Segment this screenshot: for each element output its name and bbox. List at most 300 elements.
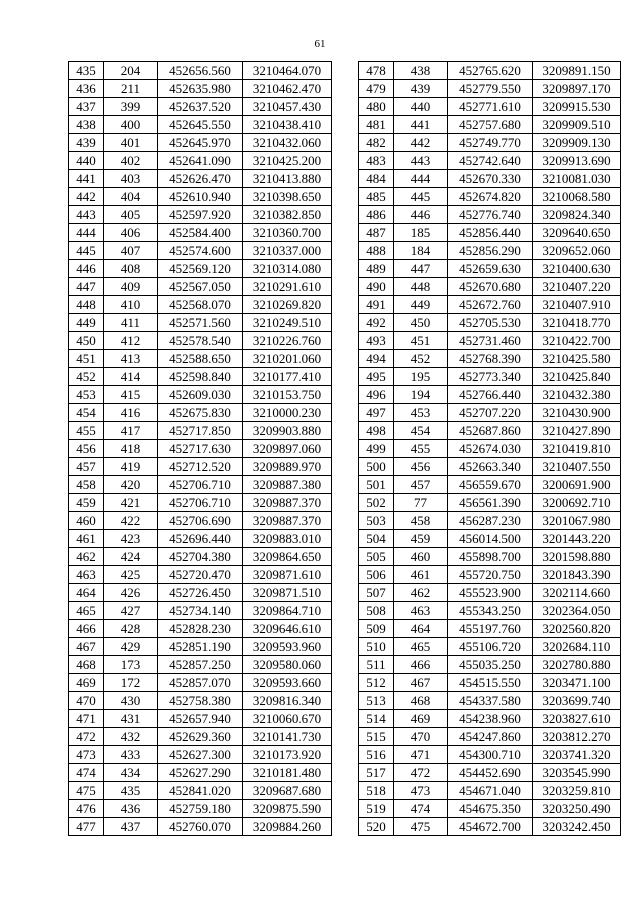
row-number-cell: 447 <box>69 278 104 296</box>
table-row <box>69 62 332 80</box>
y-coordinate-cell: 3209887.370 <box>243 512 332 530</box>
row-number-cell: 482 <box>359 134 394 152</box>
point-id-cell: 430 <box>104 692 158 710</box>
x-coordinate-cell: 452670.680 <box>448 278 533 296</box>
point-id-cell: 402 <box>104 152 158 170</box>
y-coordinate-cell: 3210201.060 <box>243 350 332 368</box>
table-row <box>359 386 621 404</box>
point-id-cell: 472 <box>394 764 448 782</box>
y-coordinate-cell: 3203242.450 <box>533 818 621 836</box>
x-coordinate-cell: 452749.770 <box>448 134 533 152</box>
row-number-cell: 498 <box>359 422 394 440</box>
y-coordinate-cell: 3210438.410 <box>243 116 332 134</box>
point-id-cell: 459 <box>394 530 448 548</box>
table-row <box>359 296 621 314</box>
point-id-cell: 454 <box>394 422 448 440</box>
row-number-cell: 500 <box>359 458 394 476</box>
y-coordinate-cell: 3210360.700 <box>243 224 332 242</box>
x-coordinate-cell: 452717.850 <box>158 422 243 440</box>
row-number-cell: 441 <box>69 170 104 188</box>
row-number-cell: 444 <box>69 224 104 242</box>
table-body <box>69 62 332 836</box>
row-number-cell: 468 <box>69 656 104 674</box>
row-number-cell: 474 <box>69 764 104 782</box>
x-coordinate-cell: 452674.820 <box>448 188 533 206</box>
table-row <box>359 260 621 278</box>
point-id-cell: 442 <box>394 134 448 152</box>
table-row <box>69 602 332 620</box>
table-row <box>69 728 332 746</box>
x-coordinate-cell: 452776.740 <box>448 206 533 224</box>
x-coordinate-cell: 452588.650 <box>158 350 243 368</box>
y-coordinate-cell: 3202560.820 <box>533 620 621 638</box>
point-id-cell: 423 <box>104 530 158 548</box>
point-id-cell: 415 <box>104 386 158 404</box>
point-id-cell: 470 <box>394 728 448 746</box>
table-row <box>359 440 621 458</box>
y-coordinate-cell: 3209864.710 <box>243 602 332 620</box>
y-coordinate-cell: 3210407.220 <box>533 278 621 296</box>
row-number-cell: 443 <box>69 206 104 224</box>
point-id-cell: 172 <box>104 674 158 692</box>
row-number-cell: 502 <box>359 494 394 512</box>
table-row <box>69 242 332 260</box>
x-coordinate-cell: 452675.830 <box>158 404 243 422</box>
table-row <box>69 818 332 836</box>
table-row <box>69 800 332 818</box>
y-coordinate-cell: 3209889.970 <box>243 458 332 476</box>
x-coordinate-cell: 452841.020 <box>158 782 243 800</box>
x-coordinate-cell: 452757.680 <box>448 116 533 134</box>
row-number-cell: 454 <box>69 404 104 422</box>
table-row <box>359 458 621 476</box>
x-coordinate-cell: 452609.030 <box>158 386 243 404</box>
table-row <box>359 332 621 350</box>
point-id-cell: 452 <box>394 350 448 368</box>
y-coordinate-cell: 3210081.030 <box>533 170 621 188</box>
point-id-cell: 427 <box>104 602 158 620</box>
x-coordinate-cell: 452766.440 <box>448 386 533 404</box>
x-coordinate-cell: 452759.180 <box>158 800 243 818</box>
y-coordinate-cell: 3203545.990 <box>533 764 621 782</box>
y-coordinate-cell: 3209871.610 <box>243 566 332 584</box>
table-row <box>359 278 621 296</box>
row-number-cell: 483 <box>359 152 394 170</box>
y-coordinate-cell: 3210177.410 <box>243 368 332 386</box>
point-id-cell: 448 <box>394 278 448 296</box>
table-row <box>359 422 621 440</box>
table-row <box>69 584 332 602</box>
y-coordinate-cell: 3209593.960 <box>243 638 332 656</box>
x-coordinate-cell: 452857.070 <box>158 674 243 692</box>
y-coordinate-cell: 3210068.580 <box>533 188 621 206</box>
table-row <box>69 782 332 800</box>
row-number-cell: 473 <box>69 746 104 764</box>
y-coordinate-cell: 3209913.690 <box>533 152 621 170</box>
y-coordinate-cell: 3203827.610 <box>533 710 621 728</box>
table-row <box>359 368 621 386</box>
row-number-cell: 501 <box>359 476 394 494</box>
point-id-cell: 204 <box>104 62 158 80</box>
table-row <box>69 638 332 656</box>
y-coordinate-cell: 3209646.610 <box>243 620 332 638</box>
row-number-cell: 518 <box>359 782 394 800</box>
table-row <box>359 116 621 134</box>
y-coordinate-cell: 3203259.810 <box>533 782 621 800</box>
x-coordinate-cell: 452857.250 <box>158 656 243 674</box>
table-row <box>69 188 332 206</box>
point-id-cell: 475 <box>394 818 448 836</box>
x-coordinate-cell: 452773.340 <box>448 368 533 386</box>
row-number-cell: 436 <box>69 80 104 98</box>
x-coordinate-cell: 452717.630 <box>158 440 243 458</box>
y-coordinate-cell: 3209687.680 <box>243 782 332 800</box>
row-number-cell: 487 <box>359 224 394 242</box>
x-coordinate-cell: 452706.710 <box>158 494 243 512</box>
y-coordinate-cell: 3209887.380 <box>243 476 332 494</box>
x-coordinate-cell: 452597.920 <box>158 206 243 224</box>
row-number-cell: 497 <box>359 404 394 422</box>
point-id-cell: 434 <box>104 764 158 782</box>
row-number-cell: 466 <box>69 620 104 638</box>
table-row <box>69 476 332 494</box>
y-coordinate-cell: 3210430.900 <box>533 404 621 422</box>
y-coordinate-cell: 3209884.260 <box>243 818 332 836</box>
table-row <box>69 620 332 638</box>
point-id-cell: 173 <box>104 656 158 674</box>
y-coordinate-cell: 3210425.580 <box>533 350 621 368</box>
x-coordinate-cell: 452659.630 <box>448 260 533 278</box>
row-number-cell: 476 <box>69 800 104 818</box>
row-number-cell: 486 <box>359 206 394 224</box>
x-coordinate-cell: 452610.940 <box>158 188 243 206</box>
y-coordinate-cell: 3201067.980 <box>533 512 621 530</box>
point-id-cell: 433 <box>104 746 158 764</box>
point-id-cell: 405 <box>104 206 158 224</box>
x-coordinate-cell: 452598.840 <box>158 368 243 386</box>
point-id-cell: 464 <box>394 620 448 638</box>
point-id-cell: 453 <box>394 404 448 422</box>
x-coordinate-cell: 452663.340 <box>448 458 533 476</box>
y-coordinate-cell: 3202780.880 <box>533 656 621 674</box>
row-number-cell: 450 <box>69 332 104 350</box>
point-id-cell: 404 <box>104 188 158 206</box>
y-coordinate-cell: 3210427.890 <box>533 422 621 440</box>
y-coordinate-cell: 3210418.770 <box>533 314 621 332</box>
x-coordinate-cell: 456561.390 <box>448 494 533 512</box>
table-row <box>359 512 621 530</box>
table-row <box>69 116 332 134</box>
point-id-cell: 449 <box>394 296 448 314</box>
row-number-cell: 453 <box>69 386 104 404</box>
table-row <box>359 764 621 782</box>
point-id-cell: 431 <box>104 710 158 728</box>
y-coordinate-cell: 3210398.650 <box>243 188 332 206</box>
row-number-cell: 449 <box>69 314 104 332</box>
y-coordinate-cell: 3201598.880 <box>533 548 621 566</box>
row-number-cell: 440 <box>69 152 104 170</box>
x-coordinate-cell: 454452.690 <box>448 764 533 782</box>
row-number-cell: 515 <box>359 728 394 746</box>
table-row <box>69 422 332 440</box>
table-row <box>69 548 332 566</box>
y-coordinate-cell: 3209580.060 <box>243 656 332 674</box>
table-row <box>359 476 621 494</box>
row-number-cell: 459 <box>69 494 104 512</box>
x-coordinate-cell: 452726.450 <box>158 584 243 602</box>
x-coordinate-cell: 456559.670 <box>448 476 533 494</box>
x-coordinate-cell: 452645.550 <box>158 116 243 134</box>
y-coordinate-cell: 3210425.200 <box>243 152 332 170</box>
table-row <box>69 296 332 314</box>
y-coordinate-cell: 3209875.590 <box>243 800 332 818</box>
row-number-cell: 472 <box>69 728 104 746</box>
y-coordinate-cell: 3210249.510 <box>243 314 332 332</box>
point-id-cell: 184 <box>394 242 448 260</box>
x-coordinate-cell: 452584.400 <box>158 224 243 242</box>
table-row <box>69 764 332 782</box>
table-row <box>69 494 332 512</box>
x-coordinate-cell: 452626.470 <box>158 170 243 188</box>
row-number-cell: 461 <box>69 530 104 548</box>
row-number-cell: 485 <box>359 188 394 206</box>
table-row <box>69 152 332 170</box>
table-row <box>69 260 332 278</box>
point-id-cell: 450 <box>394 314 448 332</box>
table-row <box>359 674 621 692</box>
row-number-cell: 519 <box>359 800 394 818</box>
point-id-cell: 465 <box>394 638 448 656</box>
table-row <box>359 656 621 674</box>
x-coordinate-cell: 456287.230 <box>448 512 533 530</box>
point-id-cell: 400 <box>104 116 158 134</box>
point-id-cell: 211 <box>104 80 158 98</box>
x-coordinate-cell: 452768.390 <box>448 350 533 368</box>
row-number-cell: 494 <box>359 350 394 368</box>
x-coordinate-cell: 455720.750 <box>448 566 533 584</box>
table-row <box>69 530 332 548</box>
row-number-cell: 504 <box>359 530 394 548</box>
row-number-cell: 492 <box>359 314 394 332</box>
y-coordinate-cell: 3210141.730 <box>243 728 332 746</box>
row-number-cell: 460 <box>69 512 104 530</box>
x-coordinate-cell: 452574.600 <box>158 242 243 260</box>
y-coordinate-cell: 3210314.080 <box>243 260 332 278</box>
point-id-cell: 428 <box>104 620 158 638</box>
point-id-cell: 414 <box>104 368 158 386</box>
row-number-cell: 456 <box>69 440 104 458</box>
row-number-cell: 511 <box>359 656 394 674</box>
table-row <box>69 314 332 332</box>
row-number-cell: 464 <box>69 584 104 602</box>
point-id-cell: 401 <box>104 134 158 152</box>
point-id-cell: 456 <box>394 458 448 476</box>
point-id-cell: 438 <box>394 62 448 80</box>
table-row <box>359 728 621 746</box>
row-number-cell: 491 <box>359 296 394 314</box>
row-number-cell: 467 <box>69 638 104 656</box>
x-coordinate-cell: 454238.960 <box>448 710 533 728</box>
x-coordinate-cell: 452568.070 <box>158 296 243 314</box>
x-coordinate-cell: 456014.500 <box>448 530 533 548</box>
point-id-cell: 445 <box>394 188 448 206</box>
table-row <box>69 368 332 386</box>
y-coordinate-cell: 3210000.230 <box>243 404 332 422</box>
x-coordinate-cell: 452856.440 <box>448 224 533 242</box>
x-coordinate-cell: 452856.290 <box>448 242 533 260</box>
point-id-cell: 469 <box>394 710 448 728</box>
point-id-cell: 440 <box>394 98 448 116</box>
page-number: 61 <box>314 38 326 50</box>
row-number-cell: 451 <box>69 350 104 368</box>
x-coordinate-cell: 452672.760 <box>448 296 533 314</box>
x-coordinate-cell: 452571.560 <box>158 314 243 332</box>
y-coordinate-cell: 3209864.650 <box>243 548 332 566</box>
table-row <box>359 134 621 152</box>
row-number-cell: 484 <box>359 170 394 188</box>
y-coordinate-cell: 3209903.880 <box>243 422 332 440</box>
table-row <box>69 206 332 224</box>
table-row <box>69 692 332 710</box>
point-id-cell: 418 <box>104 440 158 458</box>
row-number-cell: 505 <box>359 548 394 566</box>
table-row <box>359 98 621 116</box>
x-coordinate-cell: 454671.040 <box>448 782 533 800</box>
row-number-cell: 435 <box>69 62 104 80</box>
x-coordinate-cell: 454672.700 <box>448 818 533 836</box>
x-coordinate-cell: 452828.230 <box>158 620 243 638</box>
row-number-cell: 481 <box>359 116 394 134</box>
point-id-cell: 455 <box>394 440 448 458</box>
y-coordinate-cell: 3210432.380 <box>533 386 621 404</box>
y-coordinate-cell: 3210226.760 <box>243 332 332 350</box>
point-id-cell: 443 <box>394 152 448 170</box>
x-coordinate-cell: 454247.860 <box>448 728 533 746</box>
table-row <box>69 710 332 728</box>
row-number-cell: 477 <box>69 818 104 836</box>
y-coordinate-cell: 3209897.170 <box>533 80 621 98</box>
x-coordinate-cell: 452567.050 <box>158 278 243 296</box>
row-number-cell: 489 <box>359 260 394 278</box>
table-row <box>359 404 621 422</box>
y-coordinate-cell: 3210060.670 <box>243 710 332 728</box>
row-number-cell: 490 <box>359 278 394 296</box>
table-row <box>359 800 621 818</box>
coordinates-table-right <box>358 61 621 836</box>
row-number-cell: 439 <box>69 134 104 152</box>
row-number-cell: 465 <box>69 602 104 620</box>
x-coordinate-cell: 454300.710 <box>448 746 533 764</box>
y-coordinate-cell: 3202364.050 <box>533 602 621 620</box>
y-coordinate-cell: 3200692.710 <box>533 494 621 512</box>
table-row <box>359 62 621 80</box>
x-coordinate-cell: 454337.580 <box>448 692 533 710</box>
table-row <box>69 278 332 296</box>
y-coordinate-cell: 3209824.340 <box>533 206 621 224</box>
y-coordinate-cell: 3209883.010 <box>243 530 332 548</box>
point-id-cell: 419 <box>104 458 158 476</box>
x-coordinate-cell: 452696.440 <box>158 530 243 548</box>
y-coordinate-cell: 3209816.340 <box>243 692 332 710</box>
y-coordinate-cell: 3210382.850 <box>243 206 332 224</box>
y-coordinate-cell: 3203741.320 <box>533 746 621 764</box>
x-coordinate-cell: 452578.540 <box>158 332 243 350</box>
table-row <box>359 638 621 656</box>
x-coordinate-cell: 452687.860 <box>448 422 533 440</box>
y-coordinate-cell: 3210400.630 <box>533 260 621 278</box>
table-row <box>69 746 332 764</box>
y-coordinate-cell: 3210419.810 <box>533 440 621 458</box>
x-coordinate-cell: 452627.300 <box>158 746 243 764</box>
row-number-cell: 499 <box>359 440 394 458</box>
y-coordinate-cell: 3210181.480 <box>243 764 332 782</box>
row-number-cell: 458 <box>69 476 104 494</box>
row-number-cell: 514 <box>359 710 394 728</box>
table-row <box>359 152 621 170</box>
y-coordinate-cell: 3210407.910 <box>533 296 621 314</box>
point-id-cell: 463 <box>394 602 448 620</box>
y-coordinate-cell: 3210173.920 <box>243 746 332 764</box>
y-coordinate-cell: 3210407.550 <box>533 458 621 476</box>
x-coordinate-cell: 452674.030 <box>448 440 533 458</box>
x-coordinate-cell: 455898.700 <box>448 548 533 566</box>
row-number-cell: 503 <box>359 512 394 530</box>
y-coordinate-cell: 3201443.220 <box>533 530 621 548</box>
y-coordinate-cell: 3203812.270 <box>533 728 621 746</box>
table-row <box>359 746 621 764</box>
y-coordinate-cell: 3210291.610 <box>243 278 332 296</box>
x-coordinate-cell: 452670.330 <box>448 170 533 188</box>
point-id-cell: 412 <box>104 332 158 350</box>
point-id-cell: 429 <box>104 638 158 656</box>
row-number-cell: 446 <box>69 260 104 278</box>
point-id-cell: 424 <box>104 548 158 566</box>
table-row <box>359 602 621 620</box>
x-coordinate-cell: 455523.900 <box>448 584 533 602</box>
table-row <box>69 386 332 404</box>
y-coordinate-cell: 3210464.070 <box>243 62 332 80</box>
y-coordinate-cell: 3210153.750 <box>243 386 332 404</box>
point-id-cell: 421 <box>104 494 158 512</box>
row-number-cell: 475 <box>69 782 104 800</box>
x-coordinate-cell: 452569.120 <box>158 260 243 278</box>
x-coordinate-cell: 452705.530 <box>448 314 533 332</box>
x-coordinate-cell: 452635.980 <box>158 80 243 98</box>
row-number-cell: 508 <box>359 602 394 620</box>
point-id-cell: 446 <box>394 206 448 224</box>
y-coordinate-cell: 3209915.530 <box>533 98 621 116</box>
table-row <box>69 332 332 350</box>
table-row <box>69 170 332 188</box>
x-coordinate-cell: 452707.220 <box>448 404 533 422</box>
row-number-cell: 469 <box>69 674 104 692</box>
row-number-cell: 480 <box>359 98 394 116</box>
table-row <box>359 710 621 728</box>
y-coordinate-cell: 3203471.100 <box>533 674 621 692</box>
row-number-cell: 488 <box>359 242 394 260</box>
point-id-cell: 420 <box>104 476 158 494</box>
table-row <box>69 134 332 152</box>
y-coordinate-cell: 3202114.660 <box>533 584 621 602</box>
y-coordinate-cell: 3203699.740 <box>533 692 621 710</box>
row-number-cell: 448 <box>69 296 104 314</box>
x-coordinate-cell: 452734.140 <box>158 602 243 620</box>
x-coordinate-cell: 454515.550 <box>448 674 533 692</box>
point-id-cell: 458 <box>394 512 448 530</box>
point-id-cell: 425 <box>104 566 158 584</box>
table-row <box>69 458 332 476</box>
table-body <box>359 62 621 836</box>
